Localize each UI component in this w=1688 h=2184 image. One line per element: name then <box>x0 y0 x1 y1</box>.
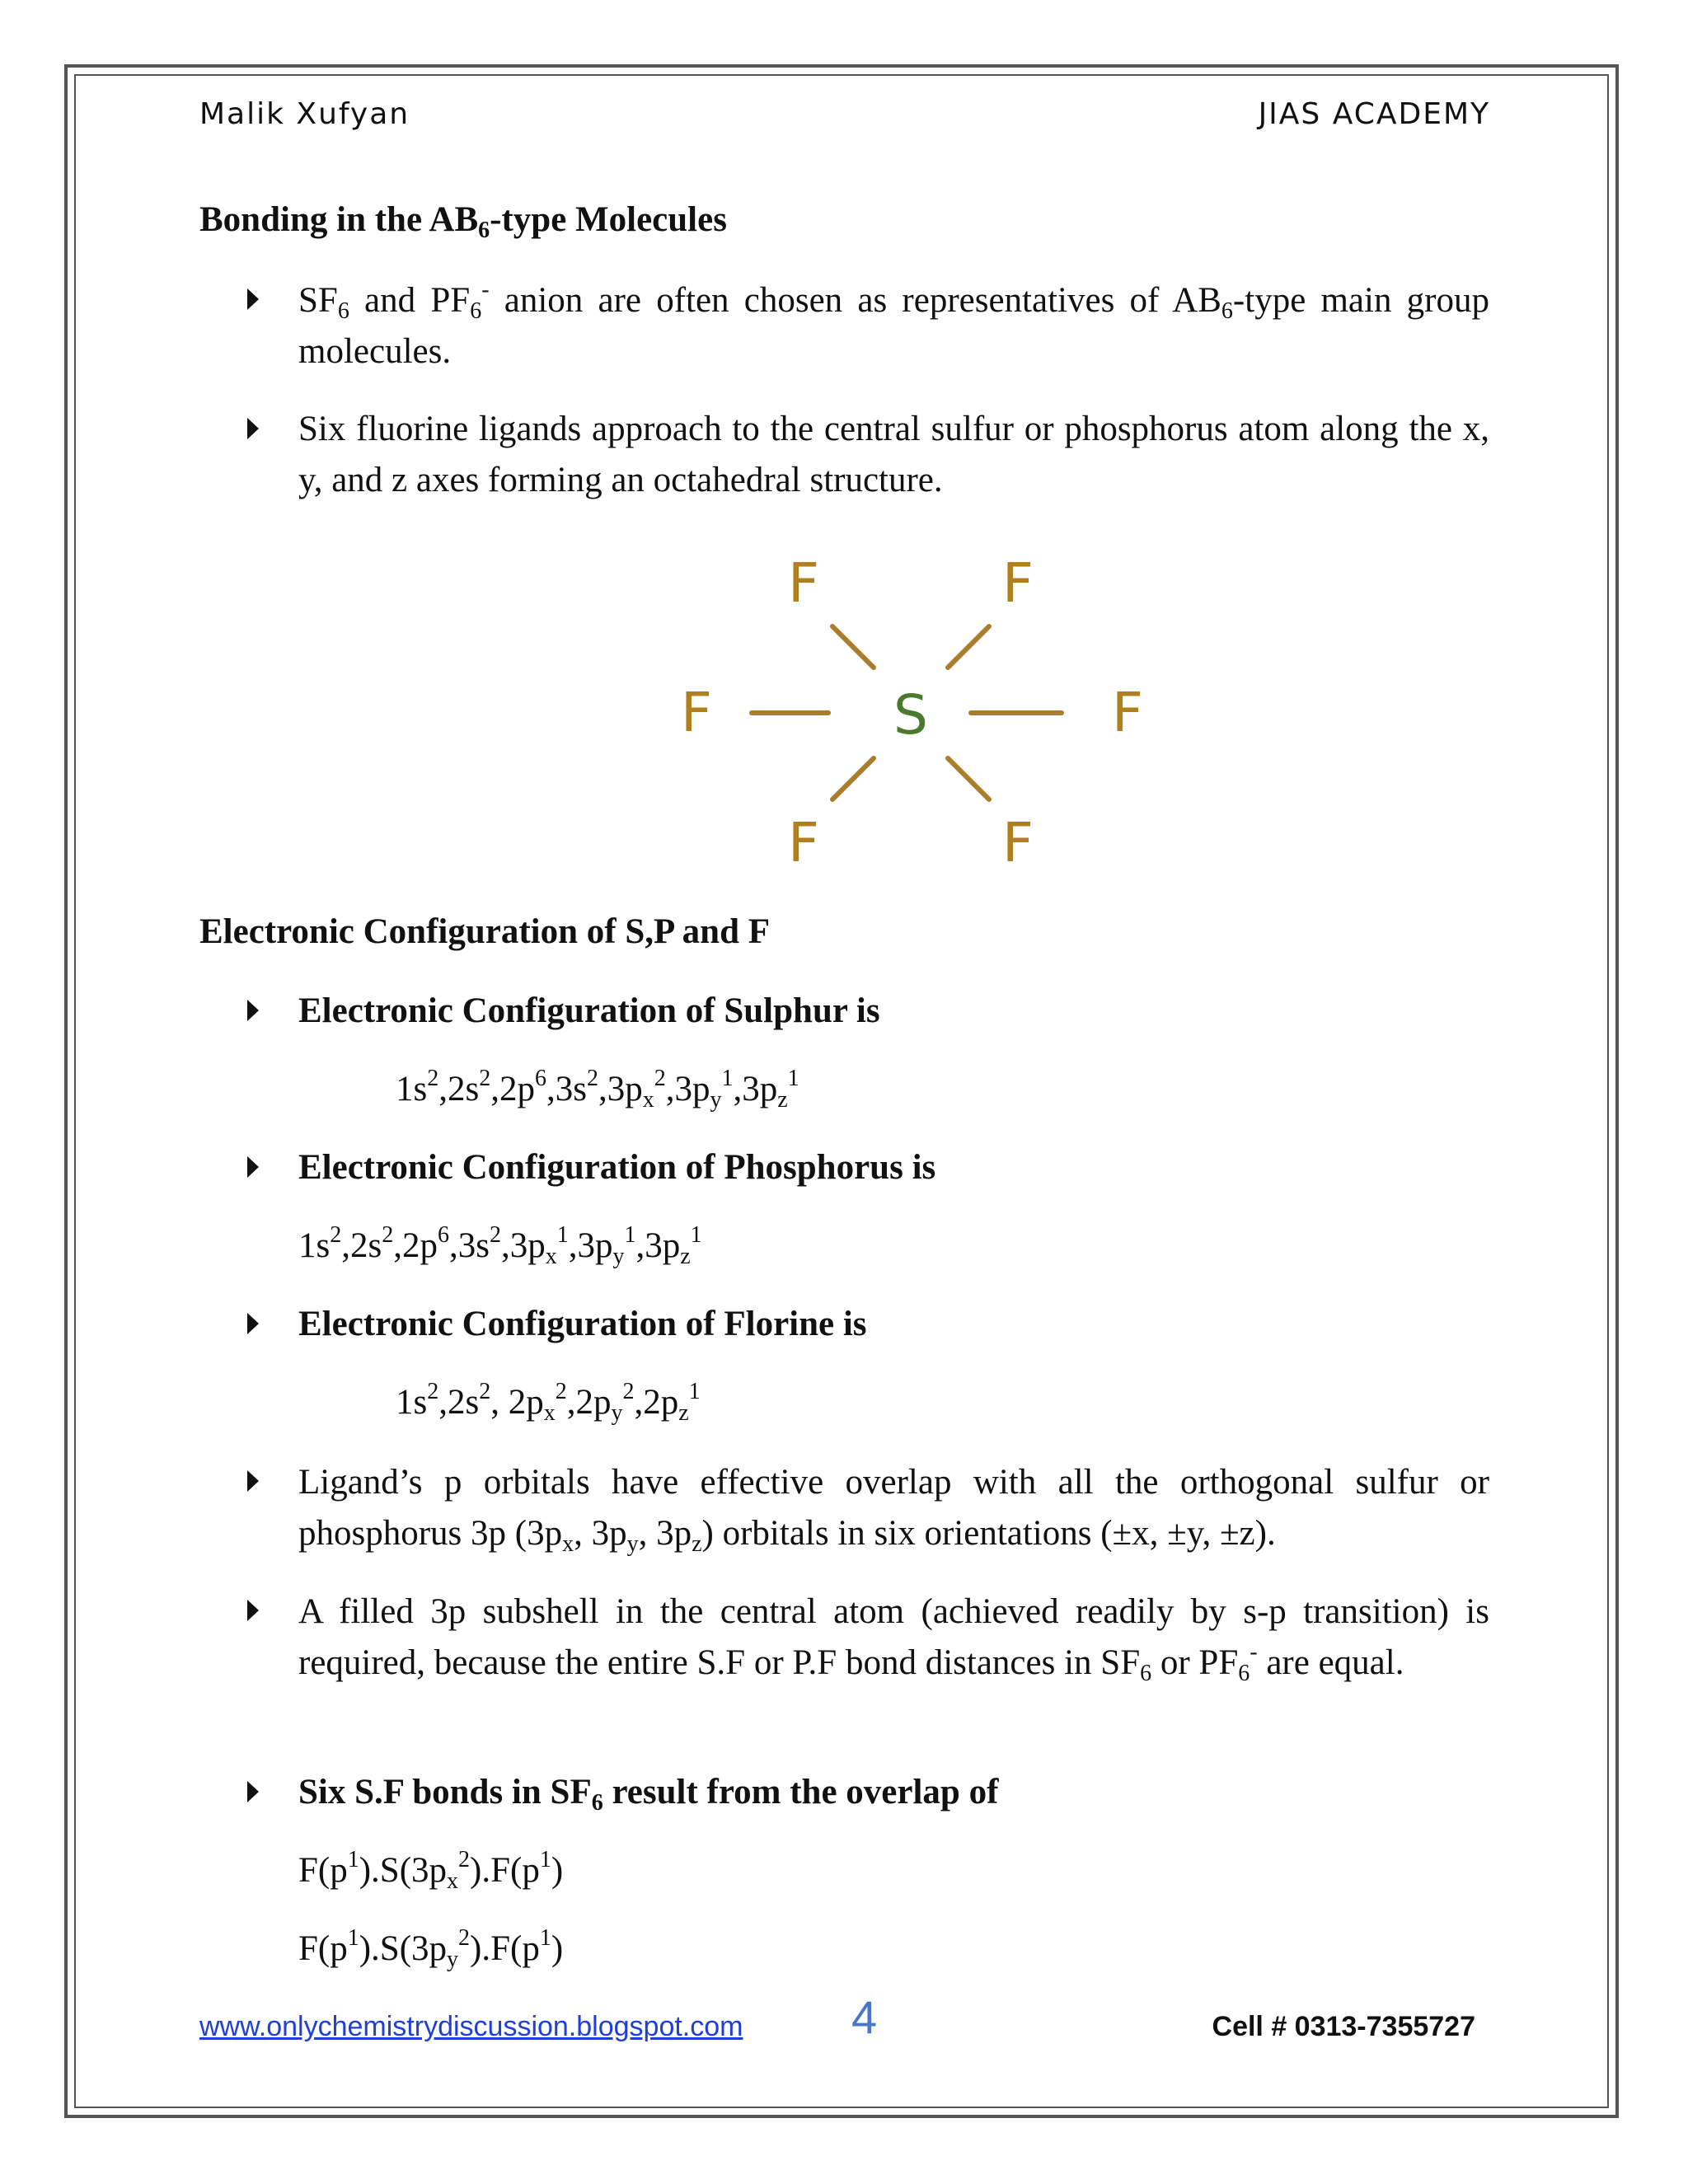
paragraph-octahedral: Six fluorine ligands approach to the central sulfur or phosphorus atom along the x, y, and z axes forming an octahedral structure. <box>298 410 1489 499</box>
section-heading-configuration: Electronic Configuration of S,P and F <box>199 912 771 951</box>
label-florine-config: Electronic Configuration of Florine is <box>298 1305 867 1343</box>
footer-cell-number: Cell # 0313-7355727 <box>1212 2011 1475 2042</box>
bullet-arrow-icon <box>247 1470 269 1492</box>
bond-top-right <box>948 626 989 668</box>
bullet-arrow-icon <box>247 1313 269 1334</box>
label-phosphorus-config: Electronic Configuration of Phosphorus is <box>298 1148 936 1187</box>
paragraph-ligand-overlap: Ligand’s p orbitals have effective overlap with all the orthogonal sulfur or phosphorus 3p ($3p_x$, $3p_y$, $3p_z$) orbitals in six orientations (±x, ±y, ±z). <box>298 1463 1489 1557</box>
bullet-arrow-icon <box>247 1781 269 1802</box>
fluorine-label-bottom-right: F <box>1002 811 1034 874</box>
sf6-structure-diagram <box>659 548 1143 878</box>
fluorine-label-top-right: F <box>1002 551 1034 615</box>
bullet-arrow-icon <box>247 1000 269 1021</box>
formula-sulphur: $1s^2,2s^2,2p^6,3s^2,3p_x^2,3p_y^1,3p_z^1$ <box>396 1066 799 1113</box>
fluorine-label-bottom-left: F <box>788 811 819 874</box>
section-heading-ab6: Bonding in the $AB_6$-type Molecules <box>199 200 727 243</box>
formula-overlap-y: $F(p^1).S(3p_y^2).F(p^1)$ <box>298 1925 564 1972</box>
bullet-arrow-icon <box>247 418 269 439</box>
fluorine-label-right: F <box>1112 681 1143 744</box>
label-sulphur-config: Electronic Configuration of Sulphur is <box>298 991 880 1030</box>
formula-overlap-x: $F(p^1).S(3p_x^2).F(p^1)$ <box>298 1847 564 1894</box>
page-number: 4 <box>851 1991 878 2043</box>
label-six-sf-bonds: Six S.F bonds in $SF_6$ result from the overlap of <box>298 1773 999 1816</box>
sulfur-label-center: S <box>893 683 928 747</box>
bond-bottom-right <box>948 758 989 799</box>
paragraph-filled-3p: A filled 3p subshell in the central atom (achieved readily by s-p transition) is required, because the entire S.F or P.F bond distances in $SF_6$ or $PF_6^-$ are equal. <box>298 1592 1489 1686</box>
header-author: Malik Xufyan <box>199 97 410 131</box>
paragraph-sf6-representatives: $SF_6$ and $PF_6^-$ anion are often chosen as representatives of $AB_6$-type main group molecules. <box>298 277 1490 371</box>
bullet-arrow-icon <box>247 1600 269 1621</box>
bullet-arrow-icon <box>247 288 269 310</box>
bond-top-left <box>832 626 874 668</box>
fluorine-label-top-left: F <box>788 551 819 615</box>
formula-florine: $1s^2,2s^2$, $2p_x^2,2p_y^2,2p_z^1$ <box>396 1379 701 1426</box>
bond-bottom-left <box>832 758 874 799</box>
bullet-arrow-icon <box>247 1156 269 1178</box>
fluorine-label-left: F <box>681 681 712 744</box>
formula-phosphorus: $1s^2,2s^2,2p^6,3s^2,3p_x^1,3p_y^1,3p_z^1$ <box>298 1222 702 1269</box>
footer-website-link[interactable]: www.onlychemistrydiscussion.blogspot.com <box>199 2011 743 2042</box>
header-academy: JIAS ACADEMY <box>1258 97 1490 131</box>
